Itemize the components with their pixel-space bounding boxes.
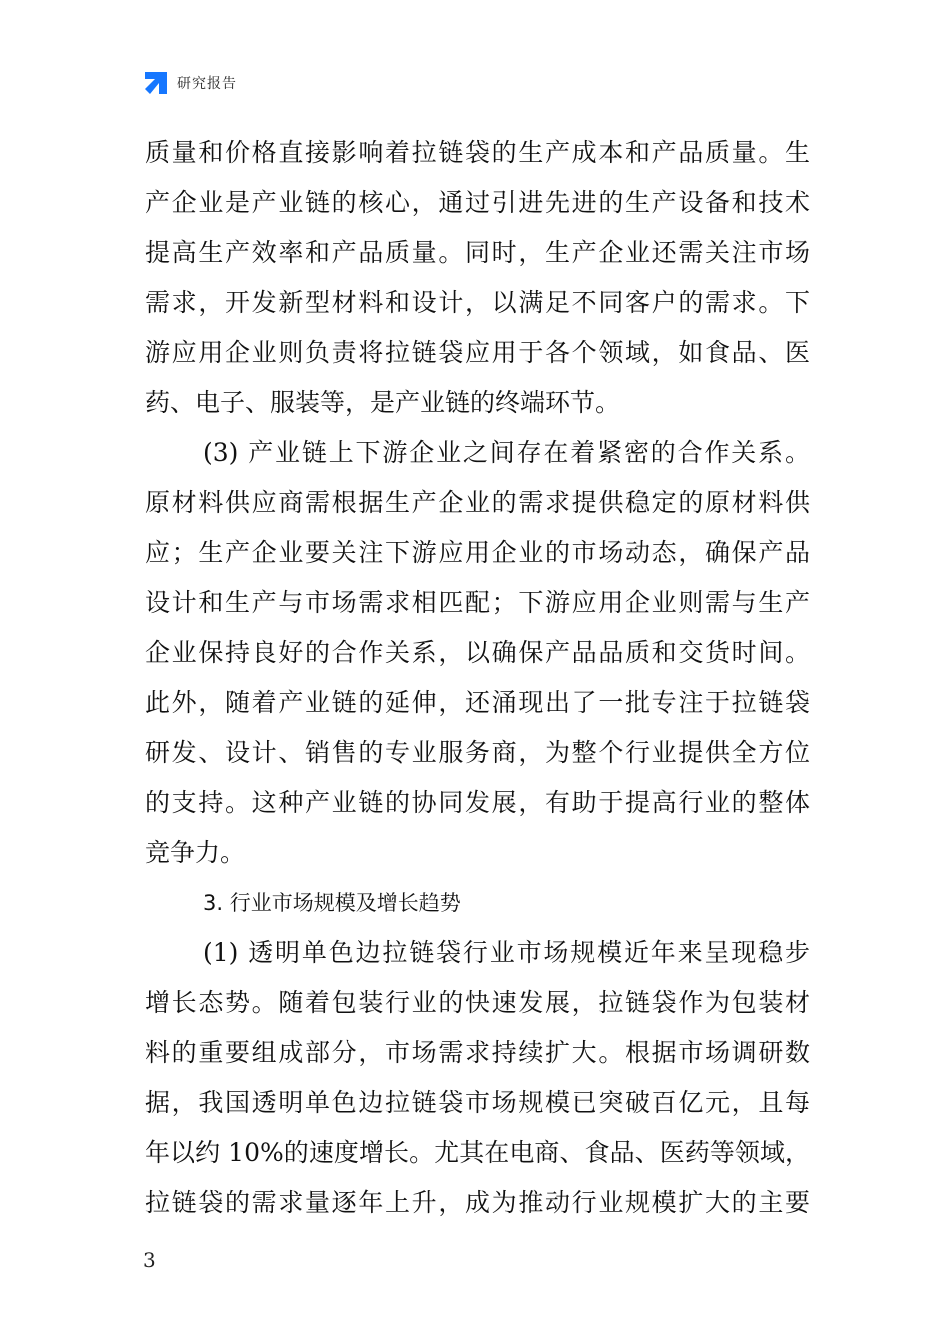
document-body [145,128,810,1228]
text-line: 料的重要组成部分，市场需求持续扩大。根据市场调研数 [145,1038,810,1067]
text-line: 原材料供应商需根据生产企业的需求提供稳定的原材料供 [145,488,810,517]
text-line: 需求，开发新型材料和设计，以满足不同客户的需求。下 [145,288,810,317]
page-header [143,68,237,98]
text-line: 研发、设计、销售的专业服务商，为整个行业提供全方位 [145,738,810,767]
text-line: 产企业是产业链的核心，通过引进先进的生产设备和技术 [145,188,810,217]
text-line: 此外，随着产业链的延伸，还涌现出了一批专注于拉链袋 [145,688,810,717]
paragraph-start-line: (1) 透明单色边拉链袋行业市场规模近年来呈现稳步 [203,938,810,967]
page-number: 3 [143,1248,156,1272]
text-line: 设计和生产与市场需求相匹配；下游应用企业则需与生产 [145,588,810,617]
text-line: 的支持。这种产业链的协同发展，有助于提高行业的整体 [145,788,810,817]
text-line: 质量和价格直接影响着拉链袋的生产成本和产品质量。生 [145,138,810,167]
text-line: 游应用企业则负责将拉链袋应用于各个领域，如食品、医 [145,338,810,367]
text-line: 应；生产企业要关注下游应用企业的市场动态，确保产品 [145,538,810,567]
text-line: 提高生产效率和产品质量。同时，生产企业还需关注市场 [145,238,810,267]
text-line: 年以约 10%的速度增长。尤其在电商、食品、医药等领域， [145,1138,810,1167]
text-line: 企业保持良好的合作关系，以确保产品品质和交货时间。 [145,638,810,667]
section-heading: 3. 行业市场规模及增长趋势 [203,891,461,915]
text-line: 拉链袋的需求量逐年上升，成为推动行业规模扩大的主要 [145,1188,810,1217]
text-line: 竞争力。 [145,838,246,867]
paragraph-start-line: (3) 产业链上下游企业之间存在着紧密的合作关系。 [203,438,810,467]
header-title: 研究报告 [177,76,237,92]
text-line: 增长态势。随着包装行业的快速发展，拉链袋作为包装材 [145,988,810,1017]
report-logo-icon [143,70,169,96]
text-line: 药、电子、服装等，是产业链的终端环节。 [145,388,621,417]
text-line: 据，我国透明单色边拉链袋市场规模已突破百亿元，且每 [145,1088,810,1117]
